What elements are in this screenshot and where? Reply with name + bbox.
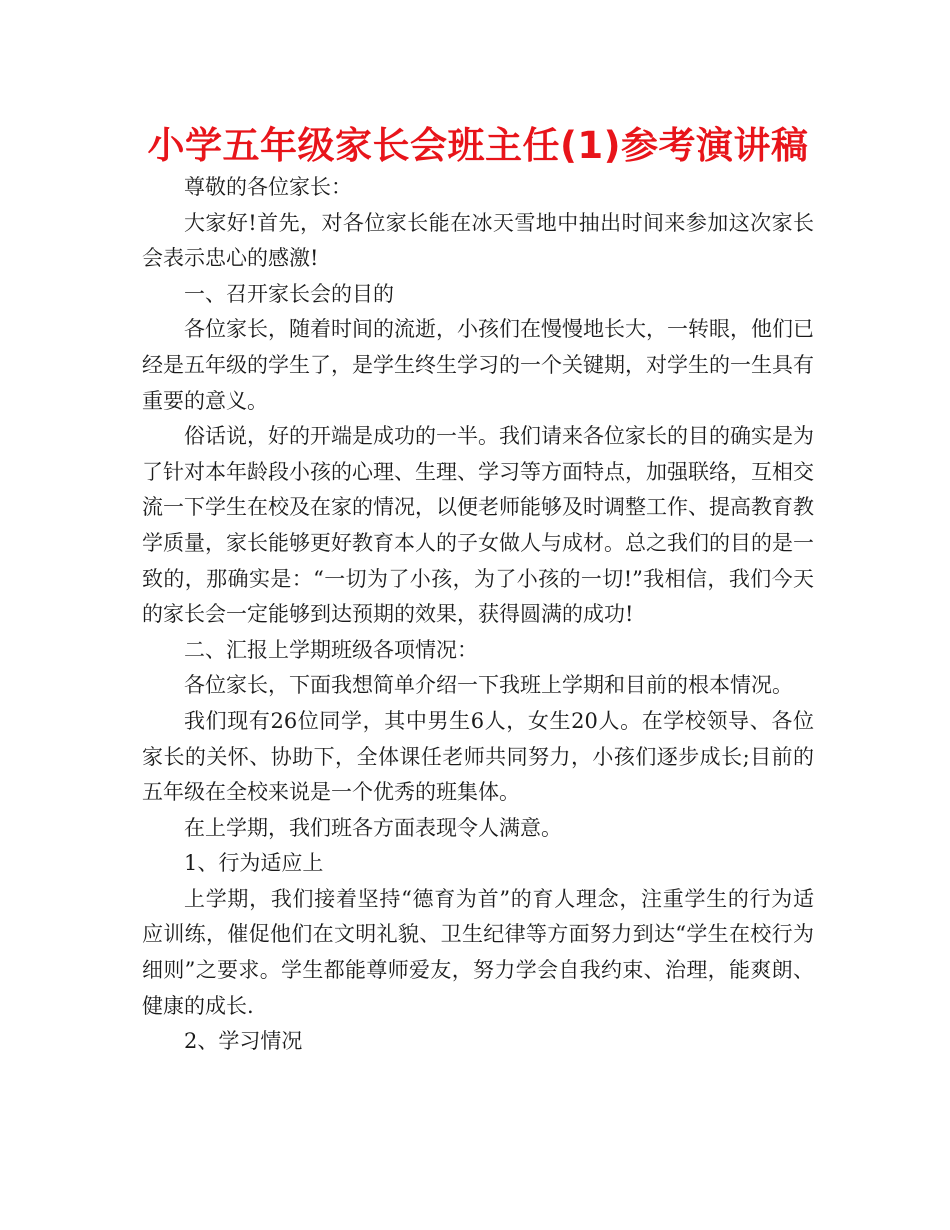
section-heading-report: 二、汇报上学期班级各项情况： [184, 637, 478, 662]
section-heading-purpose: 一、召开家长会的目的 [184, 281, 394, 306]
subheading-study: 2、学习情况 [184, 1029, 303, 1054]
subheading-behavior: 1、行为适应上 [184, 851, 324, 876]
paragraph: 俗话说，好的开端是成功的一半。我们请来各位家长的目的确实是为了针对本年龄段小孩的心理、生理、学习等方面特点，加强联络，互相交流一下学生在校及在家的情况，以便老师能够及时调整工作、提高教育教学质量，家长能够更好教育本人的子女做人与成材。总之我们的目的是一致的，那确实是：“一切为了小孩，为了小孩的一切!”我相信，我们今天的家长会一定能够到达预期的效果，获得圆满的成功! [142, 424, 814, 627]
paragraph: 各位家长，随着时间的流逝，小孩们在慢慢地长大，一转眼，他们已经是五年级的学生了，是学生终生学习的一个关键期，对学生的一生具有重要的意义。 [142, 317, 814, 413]
document-title: 小学五年级家长会班主任(1)参考演讲稿 [147, 124, 809, 167]
paragraph: 上学期，我们接着坚持“德育为首”的育人理念，注重学生的行为适应训练，催促他们在文明礼貌、卫生纪律等方面努力到达“学生在校行为细则”之要求。学生都能尊师爱友，努力学会自我约束、治理，能爽朗、健康的成长. [142, 886, 814, 1018]
paragraph-greeting: 大家好!首先，对各位家长能在冰天雪地中抽出时间来参加这次家长会表示忠心的感激! [142, 210, 814, 271]
paragraph: 我们现有26位同学，其中男生6人，女生20人。在学校领导、各位家长的关怀、协助下，全体课任老师共同努力，小孩们逐步成长;目前的五年级在全校来说是一个优秀的班集体。 [142, 708, 814, 805]
paragraph-salutation: 尊敬的各位家长： [184, 175, 352, 199]
paragraph: 在上学期，我们班各方面表现令人满意。 [184, 815, 562, 840]
paragraph: 各位家长，下面我想简单介绍一下我班上学期和目前的根本情况。 [184, 673, 793, 698]
document-body [142, 170, 814, 1060]
